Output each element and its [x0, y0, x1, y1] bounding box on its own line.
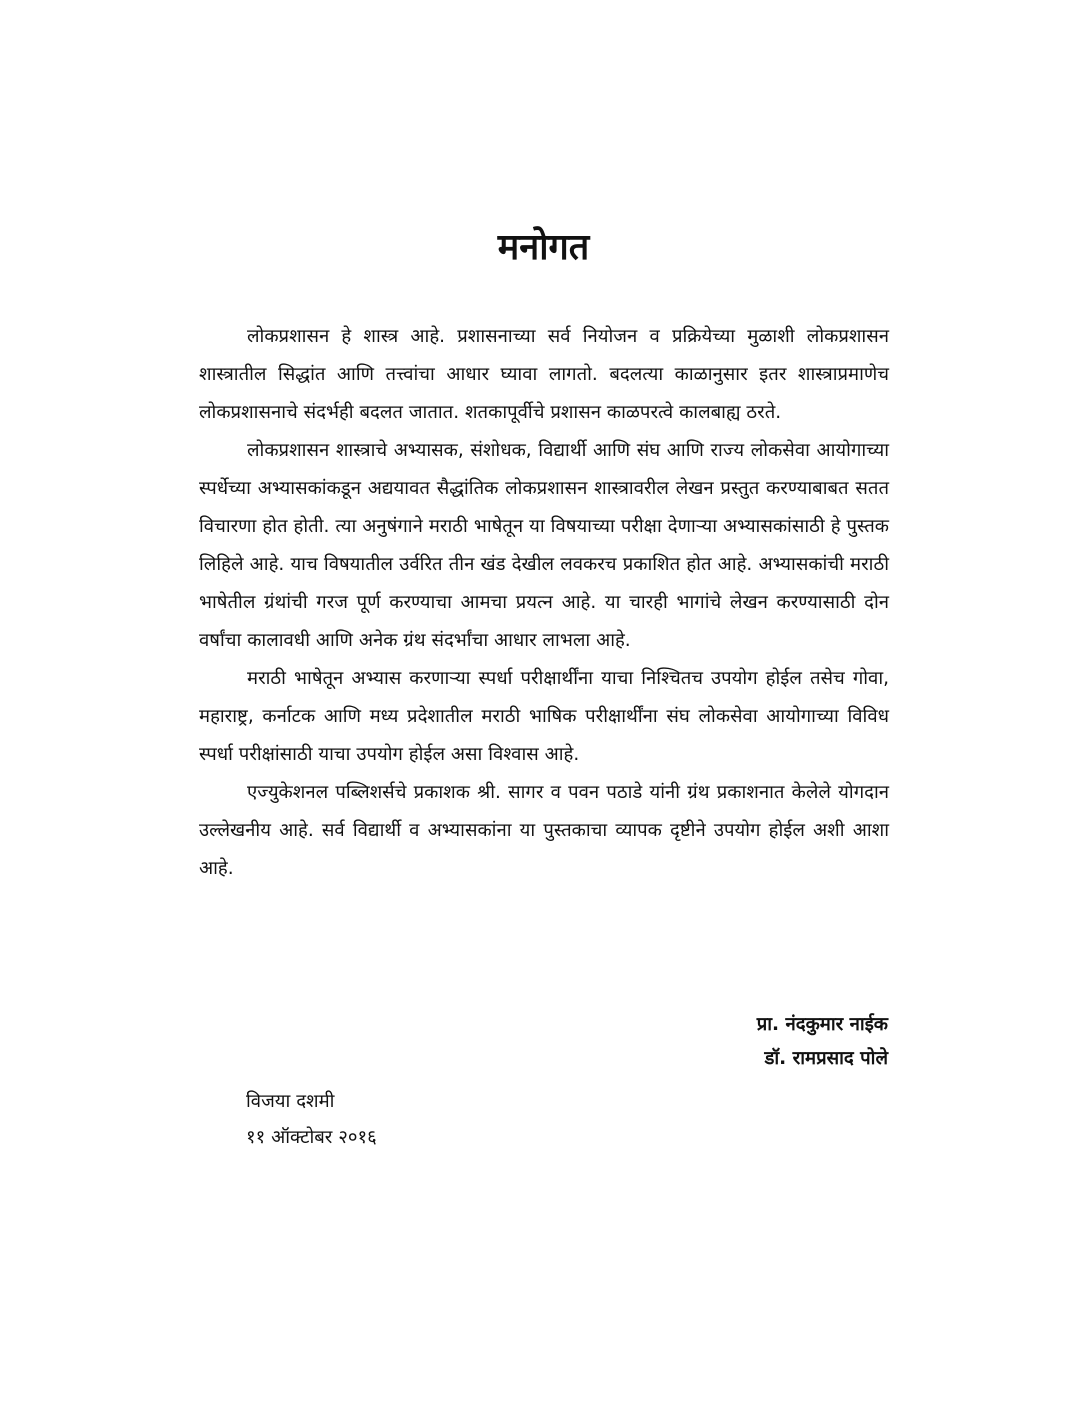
paragraph-2: लोकप्रशासन शास्त्राचे अभ्यासक, संशोधक, विद्यार्थी आणि संघ आणि राज्य लोकसेवा आयोगाच्या स्पर्धेच्या अभ्यासकांकडून अद्ययावत सैद्धांतिक लोकप्रशासन शास्त्रावरील लेखन प्रस्तुत करण्याबाबत सतत विचारणा होत होती. त्या अनुषंगाने मराठी भाषेतून या विषयाच्या परीक्षा देणाऱ्या अभ्यासकांसाठी हे पुस्तक लिहिले आहे. याच विषयातील उर्वरित तीन खंड देखील लवकरच प्रकाशित होत आहे. अभ्यासकांची मराठी भाषेतील ग्रंथांची गरज पूर्ण करण्याचा आमचा प्रयत्न आहे. या चारही भागांचे लेखन करण्यासाठी दोन वर्षांचा कालावधी आणि अनेक ग्रंथ संदर्भांचा आधार लाभला आहे.	[199, 440, 889, 651]
preface-body	[199, 318, 889, 888]
author-name: डॉ. रामप्रसाद पोले	[764, 1048, 888, 1069]
page-title: मनोगत	[497, 227, 590, 268]
author-name: प्रा. नंदकुमार नाईक	[756, 1014, 888, 1035]
paragraph-1: लोकप्रशासन हे शास्त्र आहे. प्रशासनाच्या सर्व नियोजन व प्रक्रियेच्या मुळाशी लोकप्रशासन शास्त्रातील सिद्धांत आणि तत्त्वांचा आधार घ्यावा लागतो. बदलत्या काळानुसार इतर शास्त्राप्रमाणेच लोकप्रशासनाचे संदर्भही बदलत जातात. शतकापूर्वीचे प्रशासन काळपरत्वे कालबाह्य ठरते.	[199, 326, 889, 423]
occasion-text: विजया दशमी	[246, 1091, 335, 1112]
dateline	[246, 1084, 377, 1156]
paragraph-3: मराठी भाषेतून अभ्यास करणाऱ्या स्पर्धा परीक्षार्थींना याचा निश्चितच उपयोग होईल तसेच गोवा, महाराष्ट्र, कर्नाटक आणि मध्य प्रदेशातील मराठी भाषिक परीक्षार्थींना संघ लोकसेवा आयोगाच्या विविध स्पर्धा परीक्षांसाठी याचा उपयोग होईल असा विश्वास आहे.	[199, 668, 889, 765]
paragraph-4: एज्युकेशनल पब्लिशर्सचे प्रकाशक श्री. सागर व पवन पठाडे यांनी ग्रंथ प्रकाशनात केलेले योगदान उल्लेखनीय आहे. सर्व विद्यार्थी व अभ्यासकांना या पुस्तकाचा व्यापक दृष्टीने उपयोग होईल अशी आशा आहे.	[199, 782, 889, 879]
date-text: ११ ऑक्टोबर २०१६	[246, 1127, 377, 1148]
author-signature-block	[757, 1008, 888, 1076]
